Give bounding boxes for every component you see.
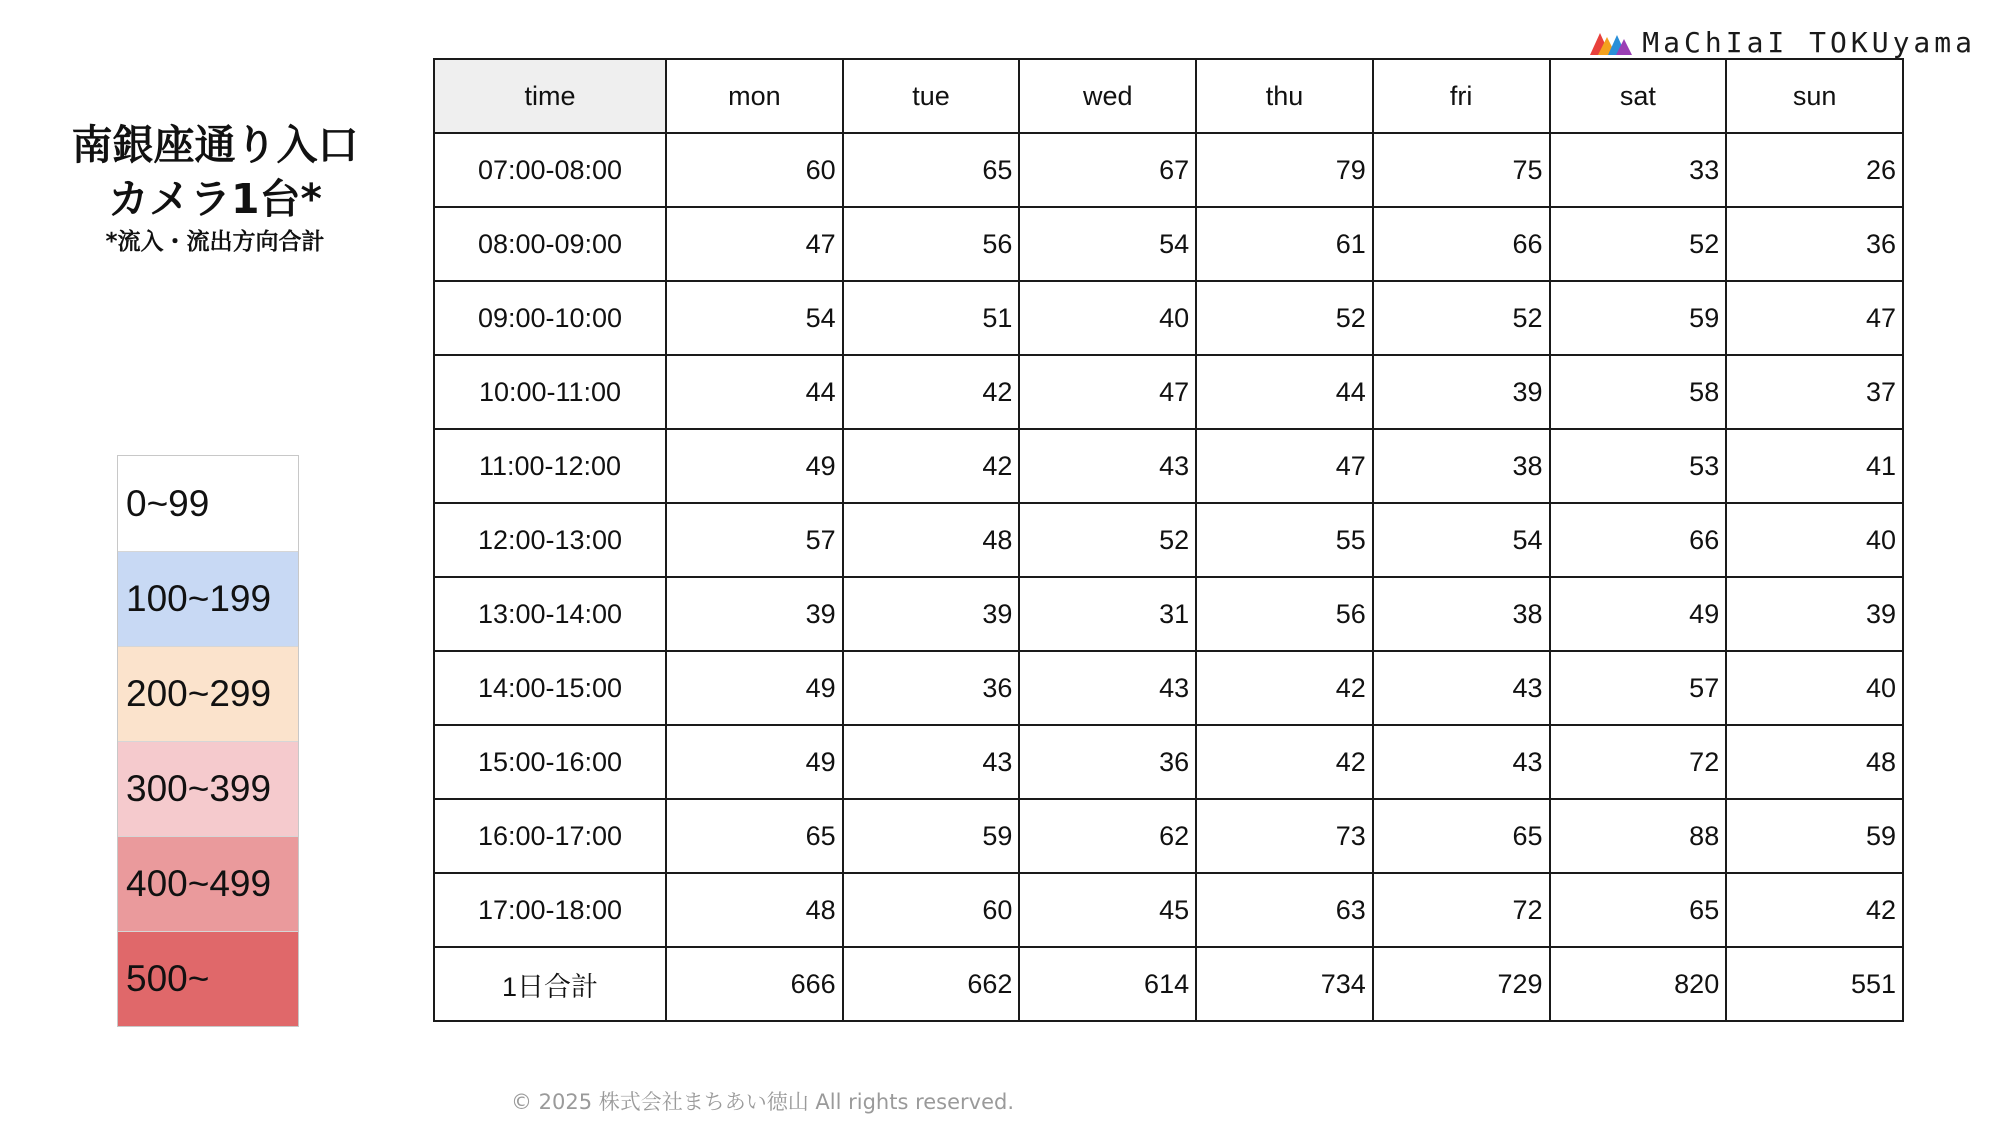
count-cell: 49 xyxy=(666,651,843,725)
count-cell: 38 xyxy=(1373,429,1550,503)
time-slot-cell: 09:00-10:00 xyxy=(434,281,666,355)
count-cell: 39 xyxy=(843,577,1020,651)
legend-item: 500~ xyxy=(118,931,298,1026)
count-cell: 40 xyxy=(1726,651,1903,725)
count-cell: 52 xyxy=(1196,281,1373,355)
count-cell: 39 xyxy=(1373,355,1550,429)
daily-total-cell: 662 xyxy=(843,947,1020,1021)
time-slot-cell: 10:00-11:00 xyxy=(434,355,666,429)
daily-total-cell: 734 xyxy=(1196,947,1373,1021)
daily-total-cell: 729 xyxy=(1373,947,1550,1021)
count-cell: 53 xyxy=(1550,429,1727,503)
count-cell: 42 xyxy=(1726,873,1903,947)
time-slot-cell: 12:00-13:00 xyxy=(434,503,666,577)
count-cell: 42 xyxy=(1196,651,1373,725)
count-cell: 56 xyxy=(1196,577,1373,651)
table-row xyxy=(434,799,1903,873)
count-cell: 72 xyxy=(1373,873,1550,947)
column-header-time: time xyxy=(434,59,666,133)
count-cell: 48 xyxy=(843,503,1020,577)
count-cell: 59 xyxy=(1550,281,1727,355)
count-cell: 79 xyxy=(1196,133,1373,207)
daily-total-row xyxy=(434,947,1903,1021)
time-slot-cell: 16:00-17:00 xyxy=(434,799,666,873)
count-cell: 61 xyxy=(1196,207,1373,281)
table-row xyxy=(434,429,1903,503)
count-cell: 36 xyxy=(1726,207,1903,281)
column-header-thu: thu xyxy=(1196,59,1373,133)
title-footnote: *流入・流出方向合計 xyxy=(105,229,325,255)
count-cell: 75 xyxy=(1373,133,1550,207)
table-row xyxy=(434,725,1903,799)
count-cell: 60 xyxy=(843,873,1020,947)
count-cell: 43 xyxy=(1373,725,1550,799)
page-title: 南銀座通り入口 xyxy=(71,121,359,169)
count-cell: 49 xyxy=(1550,577,1727,651)
count-cell: 52 xyxy=(1550,207,1727,281)
time-slot-cell: 15:00-16:00 xyxy=(434,725,666,799)
count-cell: 40 xyxy=(1019,281,1196,355)
count-cell: 41 xyxy=(1726,429,1903,503)
count-cell: 58 xyxy=(1550,355,1727,429)
count-cell: 88 xyxy=(1550,799,1727,873)
brand-logo xyxy=(1590,26,1976,59)
count-cell: 43 xyxy=(843,725,1020,799)
count-cell: 49 xyxy=(666,725,843,799)
count-cell: 38 xyxy=(1373,577,1550,651)
legend-item: 100~199 xyxy=(118,551,298,646)
page-subtitle: カメラ1台* xyxy=(108,175,322,223)
count-cell: 52 xyxy=(1019,503,1196,577)
count-cell: 65 xyxy=(1550,873,1727,947)
logo-mark-icon xyxy=(1590,31,1634,55)
count-cell: 44 xyxy=(666,355,843,429)
table-row xyxy=(434,503,1903,577)
count-cell: 56 xyxy=(843,207,1020,281)
column-header-sat: sat xyxy=(1550,59,1727,133)
page-title-block xyxy=(40,118,390,258)
count-cell: 65 xyxy=(666,799,843,873)
daily-total-cell: 614 xyxy=(1019,947,1196,1021)
daily-total-cell: 551 xyxy=(1726,947,1903,1021)
count-cell: 36 xyxy=(843,651,1020,725)
count-cell: 47 xyxy=(666,207,843,281)
logo-text: MaChIaI TOKUyama xyxy=(1642,26,1976,59)
table-row xyxy=(434,873,1903,947)
count-cell: 36 xyxy=(1019,725,1196,799)
count-cell: 73 xyxy=(1196,799,1373,873)
count-cell: 43 xyxy=(1373,651,1550,725)
count-cell: 59 xyxy=(843,799,1020,873)
time-slot-cell: 14:00-15:00 xyxy=(434,651,666,725)
time-slot-cell: 11:00-12:00 xyxy=(434,429,666,503)
daily-total-cell: 666 xyxy=(666,947,843,1021)
column-header-mon: mon xyxy=(666,59,843,133)
count-cell: 54 xyxy=(1373,503,1550,577)
count-cell: 55 xyxy=(1196,503,1373,577)
time-slot-cell: 13:00-14:00 xyxy=(434,577,666,651)
count-cell: 44 xyxy=(1196,355,1373,429)
count-cell: 54 xyxy=(1019,207,1196,281)
count-cell: 39 xyxy=(666,577,843,651)
count-cell: 37 xyxy=(1726,355,1903,429)
legend-item: 200~299 xyxy=(118,646,298,741)
table-row xyxy=(434,207,1903,281)
count-cell: 57 xyxy=(1550,651,1727,725)
daily-total-cell: 820 xyxy=(1550,947,1727,1021)
table-row xyxy=(434,281,1903,355)
count-cell: 49 xyxy=(666,429,843,503)
count-cell: 31 xyxy=(1019,577,1196,651)
count-cell: 47 xyxy=(1196,429,1373,503)
table-row xyxy=(434,133,1903,207)
count-cell: 63 xyxy=(1196,873,1373,947)
table-header-row xyxy=(434,59,1903,133)
count-cell: 42 xyxy=(843,429,1020,503)
count-cell: 52 xyxy=(1373,281,1550,355)
table-body xyxy=(434,133,1903,1021)
count-cell: 66 xyxy=(1550,503,1727,577)
daily-total-label: 1日合計 xyxy=(434,947,666,1021)
count-cell: 65 xyxy=(1373,799,1550,873)
count-cell: 48 xyxy=(666,873,843,947)
count-cell: 59 xyxy=(1726,799,1903,873)
count-cell: 62 xyxy=(1019,799,1196,873)
column-header-sun: sun xyxy=(1726,59,1903,133)
count-cell: 39 xyxy=(1726,577,1903,651)
count-cell: 33 xyxy=(1550,133,1727,207)
count-cell: 57 xyxy=(666,503,843,577)
count-cell: 51 xyxy=(843,281,1020,355)
count-cell: 43 xyxy=(1019,651,1196,725)
legend-item: 0~99 xyxy=(118,456,298,551)
legend-item: 300~399 xyxy=(118,741,298,836)
column-header-wed: wed xyxy=(1019,59,1196,133)
traffic-count-table xyxy=(433,58,1904,1022)
count-cell: 67 xyxy=(1019,133,1196,207)
column-header-tue: tue xyxy=(843,59,1020,133)
time-slot-cell: 17:00-18:00 xyxy=(434,873,666,947)
count-cell: 26 xyxy=(1726,133,1903,207)
column-header-fri: fri xyxy=(1373,59,1550,133)
count-cell: 60 xyxy=(666,133,843,207)
count-cell: 72 xyxy=(1550,725,1727,799)
copyright-footer: © 2025 株式会社まちあい徳山 All rights reserved. xyxy=(510,1090,1015,1114)
count-cell: 40 xyxy=(1726,503,1903,577)
table-row xyxy=(434,577,1903,651)
count-cell: 47 xyxy=(1019,355,1196,429)
time-slot-cell: 07:00-08:00 xyxy=(434,133,666,207)
count-cell: 65 xyxy=(843,133,1020,207)
count-cell: 47 xyxy=(1726,281,1903,355)
count-cell: 54 xyxy=(666,281,843,355)
count-cell: 45 xyxy=(1019,873,1196,947)
count-cell: 48 xyxy=(1726,725,1903,799)
count-cell: 42 xyxy=(843,355,1020,429)
count-cell: 43 xyxy=(1019,429,1196,503)
time-slot-cell: 08:00-09:00 xyxy=(434,207,666,281)
table-row xyxy=(434,651,1903,725)
legend-item: 400~499 xyxy=(118,836,298,931)
table-row xyxy=(434,355,1903,429)
color-legend xyxy=(117,455,299,1027)
count-cell: 66 xyxy=(1373,207,1550,281)
count-cell: 42 xyxy=(1196,725,1373,799)
